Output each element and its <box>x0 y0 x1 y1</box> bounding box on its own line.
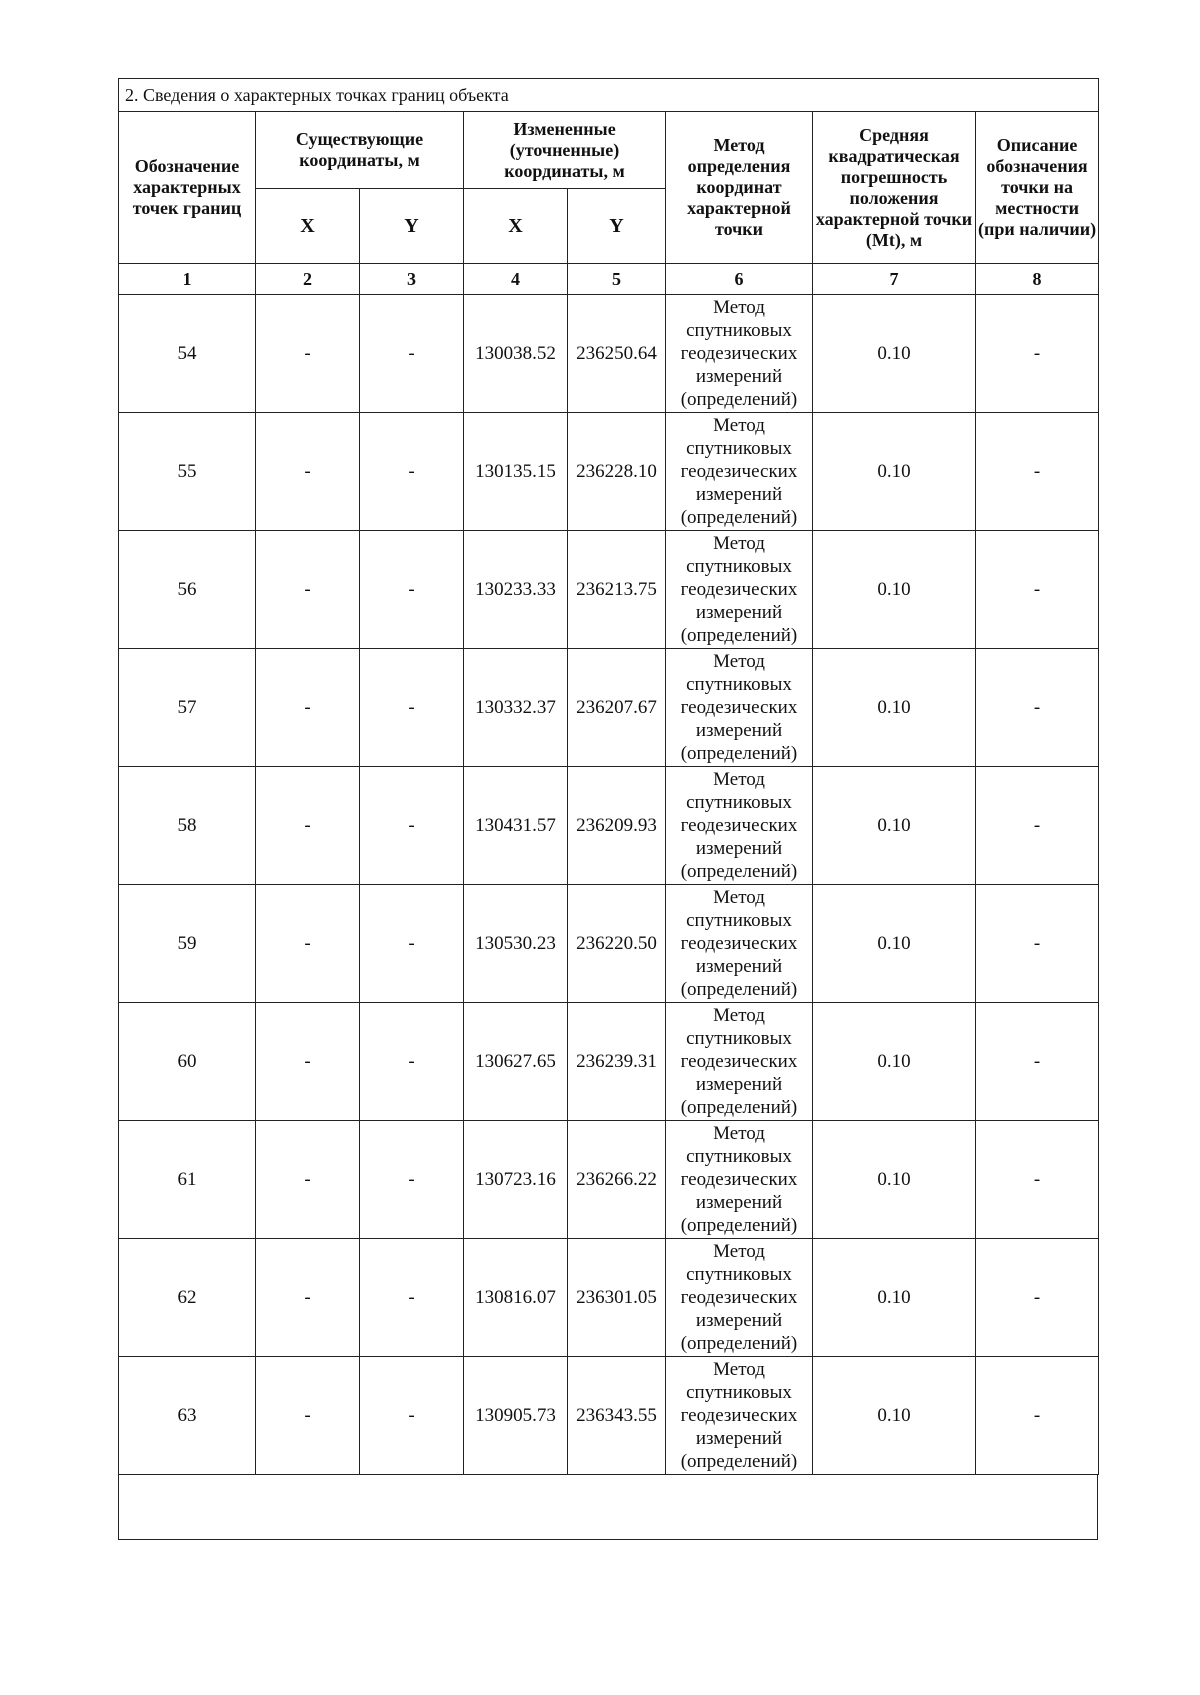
existing-y-cell: - <box>360 1239 464 1357</box>
header-existing-x: X <box>256 189 360 264</box>
point-id-cell: 62 <box>119 1239 256 1357</box>
description-cell: - <box>976 1003 1099 1121</box>
changed-x-cell: 130627.65 <box>464 1003 568 1121</box>
existing-x-cell: - <box>256 767 360 885</box>
table-row <box>119 649 1099 767</box>
mean-error-cell: 0.10 <box>813 413 976 531</box>
mean-error-cell: 0.10 <box>813 295 976 413</box>
header-mean-error: Средняя квадратическая погрешность положения характерной точки (Mt), м <box>813 112 976 264</box>
table-row <box>119 1239 1099 1357</box>
changed-x-cell: 130038.52 <box>464 295 568 413</box>
column-number: 5 <box>568 264 666 295</box>
point-id-cell: 61 <box>119 1121 256 1239</box>
changed-y-cell: 236343.55 <box>568 1357 666 1475</box>
existing-x-cell: - <box>256 649 360 767</box>
existing-x-cell: - <box>256 1003 360 1121</box>
existing-x-cell: - <box>256 295 360 413</box>
header-point-designation: Обозначение характерных точек границ <box>119 112 256 264</box>
method-cell: Метод спутниковых геодезических измерений (определений) <box>666 1121 813 1239</box>
existing-x-cell: - <box>256 531 360 649</box>
existing-y-cell: - <box>360 295 464 413</box>
column-number: 4 <box>464 264 568 295</box>
header-description: Описание обозначения точки на местности (при наличии) <box>976 112 1099 264</box>
existing-y-cell: - <box>360 885 464 1003</box>
boundary-points-table <box>118 78 1099 1475</box>
point-id-cell: 55 <box>119 413 256 531</box>
changed-y-cell: 236209.93 <box>568 767 666 885</box>
method-cell: Метод спутниковых геодезических измерений (определений) <box>666 649 813 767</box>
changed-x-cell: 130723.16 <box>464 1121 568 1239</box>
table-row <box>119 885 1099 1003</box>
existing-y-cell: - <box>360 1121 464 1239</box>
point-id-cell: 59 <box>119 885 256 1003</box>
boundary-points-sheet <box>118 78 1098 1540</box>
table-row <box>119 767 1099 885</box>
method-cell: Метод спутниковых геодезических измерений (определений) <box>666 1239 813 1357</box>
column-number: 3 <box>360 264 464 295</box>
changed-x-cell: 130530.23 <box>464 885 568 1003</box>
description-cell: - <box>976 885 1099 1003</box>
existing-y-cell: - <box>360 413 464 531</box>
changed-y-cell: 236228.10 <box>568 413 666 531</box>
changed-y-cell: 236213.75 <box>568 531 666 649</box>
table-row <box>119 531 1099 649</box>
changed-x-cell: 130816.07 <box>464 1239 568 1357</box>
table-row <box>119 295 1099 413</box>
existing-y-cell: - <box>360 1357 464 1475</box>
mean-error-cell: 0.10 <box>813 1121 976 1239</box>
mean-error-cell: 0.10 <box>813 1357 976 1475</box>
method-cell: Метод спутниковых геодезических измерений (определений) <box>666 767 813 885</box>
table-row <box>119 413 1099 531</box>
column-number: 6 <box>666 264 813 295</box>
changed-y-cell: 236239.31 <box>568 1003 666 1121</box>
description-cell: - <box>976 295 1099 413</box>
header-method: Метод определения координат характерной точки <box>666 112 813 264</box>
description-cell: - <box>976 531 1099 649</box>
table-row <box>119 1357 1099 1475</box>
existing-y-cell: - <box>360 1003 464 1121</box>
column-number: 8 <box>976 264 1099 295</box>
table-row <box>119 1121 1099 1239</box>
existing-y-cell: - <box>360 531 464 649</box>
changed-y-cell: 236220.50 <box>568 885 666 1003</box>
mean-error-cell: 0.10 <box>813 649 976 767</box>
header-changed-y: Y <box>568 189 666 264</box>
changed-x-cell: 130233.33 <box>464 531 568 649</box>
method-cell: Метод спутниковых геодезических измерений (определений) <box>666 1003 813 1121</box>
method-cell: Метод спутниковых геодезических измерений (определений) <box>666 295 813 413</box>
existing-x-cell: - <box>256 413 360 531</box>
method-cell: Метод спутниковых геодезических измерений (определений) <box>666 1357 813 1475</box>
mean-error-cell: 0.10 <box>813 885 976 1003</box>
method-cell: Метод спутниковых геодезических измерений (определений) <box>666 531 813 649</box>
changed-y-cell: 236250.64 <box>568 295 666 413</box>
method-cell: Метод спутниковых геодезических измерений (определений) <box>666 885 813 1003</box>
changed-x-cell: 130135.15 <box>464 413 568 531</box>
mean-error-cell: 0.10 <box>813 531 976 649</box>
empty-footer-box <box>118 1475 1098 1540</box>
changed-y-cell: 236301.05 <box>568 1239 666 1357</box>
point-id-cell: 58 <box>119 767 256 885</box>
point-id-cell: 56 <box>119 531 256 649</box>
description-cell: - <box>976 1121 1099 1239</box>
changed-x-cell: 130332.37 <box>464 649 568 767</box>
existing-x-cell: - <box>256 885 360 1003</box>
description-cell: - <box>976 767 1099 885</box>
section-title: 2. Сведения о характерных точках границ объекта <box>119 79 1099 112</box>
existing-y-cell: - <box>360 649 464 767</box>
existing-y-cell: - <box>360 767 464 885</box>
changed-x-cell: 130431.57 <box>464 767 568 885</box>
changed-y-cell: 236207.67 <box>568 649 666 767</box>
column-number: 7 <box>813 264 976 295</box>
description-cell: - <box>976 1239 1099 1357</box>
method-cell: Метод спутниковых геодезических измерений (определений) <box>666 413 813 531</box>
existing-x-cell: - <box>256 1357 360 1475</box>
changed-x-cell: 130905.73 <box>464 1357 568 1475</box>
changed-y-cell: 236266.22 <box>568 1121 666 1239</box>
existing-x-cell: - <box>256 1121 360 1239</box>
column-numbers-row <box>119 264 1099 295</box>
description-cell: - <box>976 413 1099 531</box>
header-existing-y: Y <box>360 189 464 264</box>
column-number: 1 <box>119 264 256 295</box>
existing-x-cell: - <box>256 1239 360 1357</box>
mean-error-cell: 0.10 <box>813 767 976 885</box>
point-id-cell: 60 <box>119 1003 256 1121</box>
mean-error-cell: 0.10 <box>813 1239 976 1357</box>
mean-error-cell: 0.10 <box>813 1003 976 1121</box>
header-changed-coordinates: Измененные (уточненные) координаты, м <box>464 112 666 189</box>
table-row <box>119 1003 1099 1121</box>
header-existing-coordinates: Существующие координаты, м <box>256 112 464 189</box>
point-id-cell: 63 <box>119 1357 256 1475</box>
point-id-cell: 57 <box>119 649 256 767</box>
description-cell: - <box>976 649 1099 767</box>
column-number: 2 <box>256 264 360 295</box>
point-id-cell: 54 <box>119 295 256 413</box>
description-cell: - <box>976 1357 1099 1475</box>
header-changed-x: X <box>464 189 568 264</box>
